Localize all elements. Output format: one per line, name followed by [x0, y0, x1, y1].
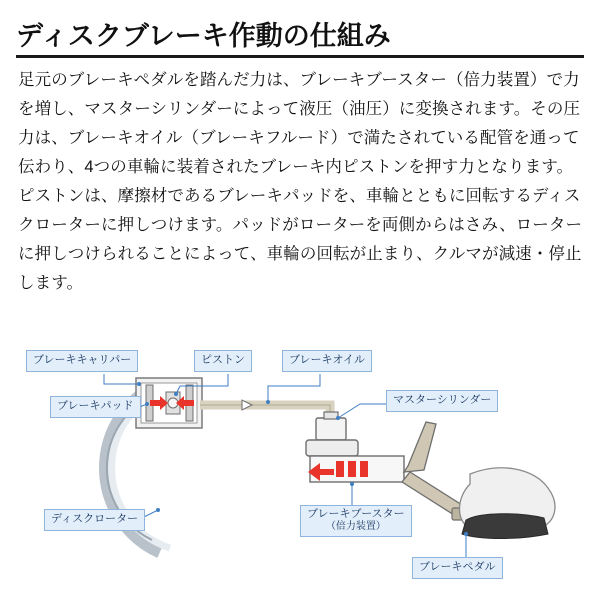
label-brake-oil: ブレーキオイル	[282, 350, 372, 372]
label-brake-pedal: ブレーキペダル	[412, 557, 503, 579]
label-brake-caliper: ブレーキキャリパー	[26, 350, 138, 372]
label-brake-booster	[300, 505, 412, 537]
foot-shape	[460, 468, 555, 539]
master-cylinder-shape	[306, 412, 358, 456]
brake-pipe	[200, 400, 330, 434]
label-brake-pad: ブレーキパッド	[50, 396, 141, 418]
label-piston: ピストン	[194, 350, 252, 372]
label-brake-booster-main: ブレーキブースター	[307, 508, 405, 520]
brake-system-diagram	[0, 322, 600, 600]
title-divider	[16, 55, 584, 58]
label-disc-rotor: ディスクローター	[44, 509, 145, 531]
label-master-cylinder: マスターシリンダー	[386, 390, 498, 412]
page-title: ディスクブレーキ作動の仕組み	[16, 21, 391, 51]
brake-booster-shape	[308, 456, 404, 482]
body-paragraph: 足元のブレーキペダルを踏んだ力は、ブレーキブースター（倍力装置）で力を増し、マスターシリンダーによって液圧（油圧）に変換されます。その圧力は、ブレーキオイル（ブレーキフルード）で満たされている配管を通って伝わり、4つの車輪に装着されたブレーキ内ピストンを押す力となります。ピストンは、摩擦材であるブレーキパッドを、車輪とともに回転するディスクローターに押しつけます。パッドがローターを両側からはさみ、ローターに押しつけられることによって、車輪の回転が止まり、クルマが減速・停止します。	[18, 71, 583, 292]
label-brake-booster-sub: （倍力装置）	[325, 520, 386, 532]
